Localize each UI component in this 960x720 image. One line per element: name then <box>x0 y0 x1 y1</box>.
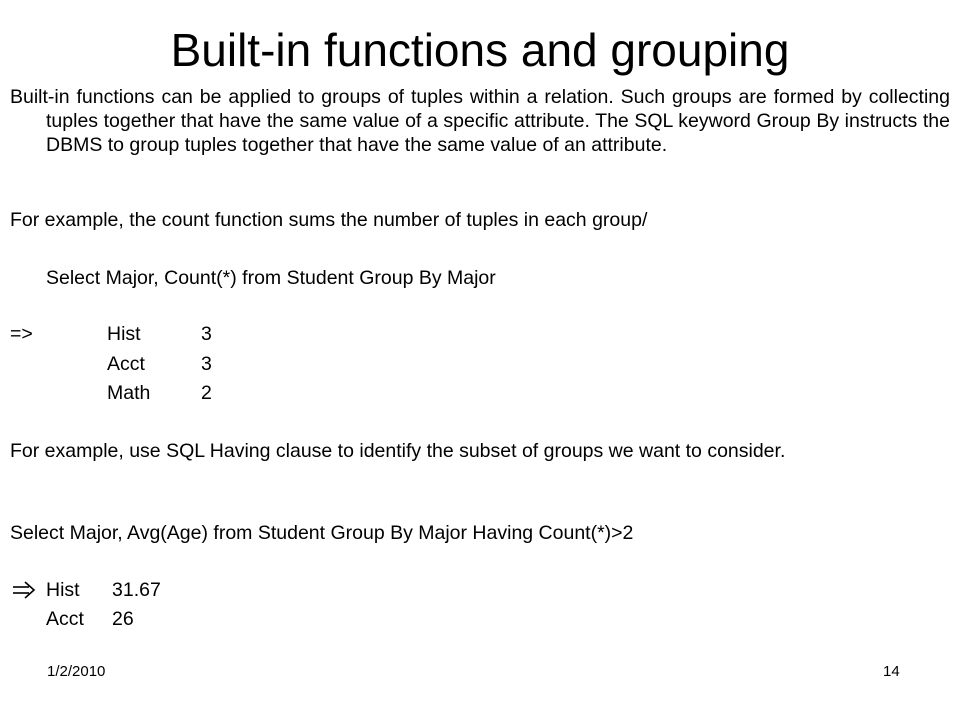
having-result-major: Hist <box>46 579 80 601</box>
having-paragraph: For example, use SQL Having clause to identify the subset of groups we want to consider. <box>10 440 786 462</box>
query-having-avg: Select Major, Avg(Age) from Student Group By Major Having Count(*)>2 <box>10 522 634 544</box>
result-arrow: => <box>10 323 33 345</box>
result-count: 2 <box>201 382 212 404</box>
result-count: 3 <box>201 353 212 375</box>
result-major: Hist <box>107 323 141 345</box>
having-result-avg-age: 26 <box>112 608 134 630</box>
result-major: Math <box>107 382 151 404</box>
slide-number: 14 <box>883 663 900 680</box>
intro-paragraph: Built-in functions can be applied to groups of tuples within a relation. Such groups are formed by collecting tuples together that have the same value of a specific attribute. The SQL keyword Group By instructs the DBMS to group tuples together that have the same value of an attribute. <box>10 86 950 156</box>
slide-title: Built-in functions and grouping <box>170 24 790 76</box>
result-major: Acct <box>107 353 145 375</box>
double-arrow-icon <box>12 580 36 600</box>
result-count: 3 <box>201 323 212 345</box>
query-group-by-count: Select Major, Count(*) from Student Group By Major <box>46 267 496 289</box>
count-example-text: For example, the count function sums the number of tuples in each group/ <box>10 209 648 231</box>
having-result-avg-age: 31.67 <box>112 579 161 601</box>
having-result-major: Acct <box>46 608 84 630</box>
footer-date: 1/2/2010 <box>47 663 106 680</box>
